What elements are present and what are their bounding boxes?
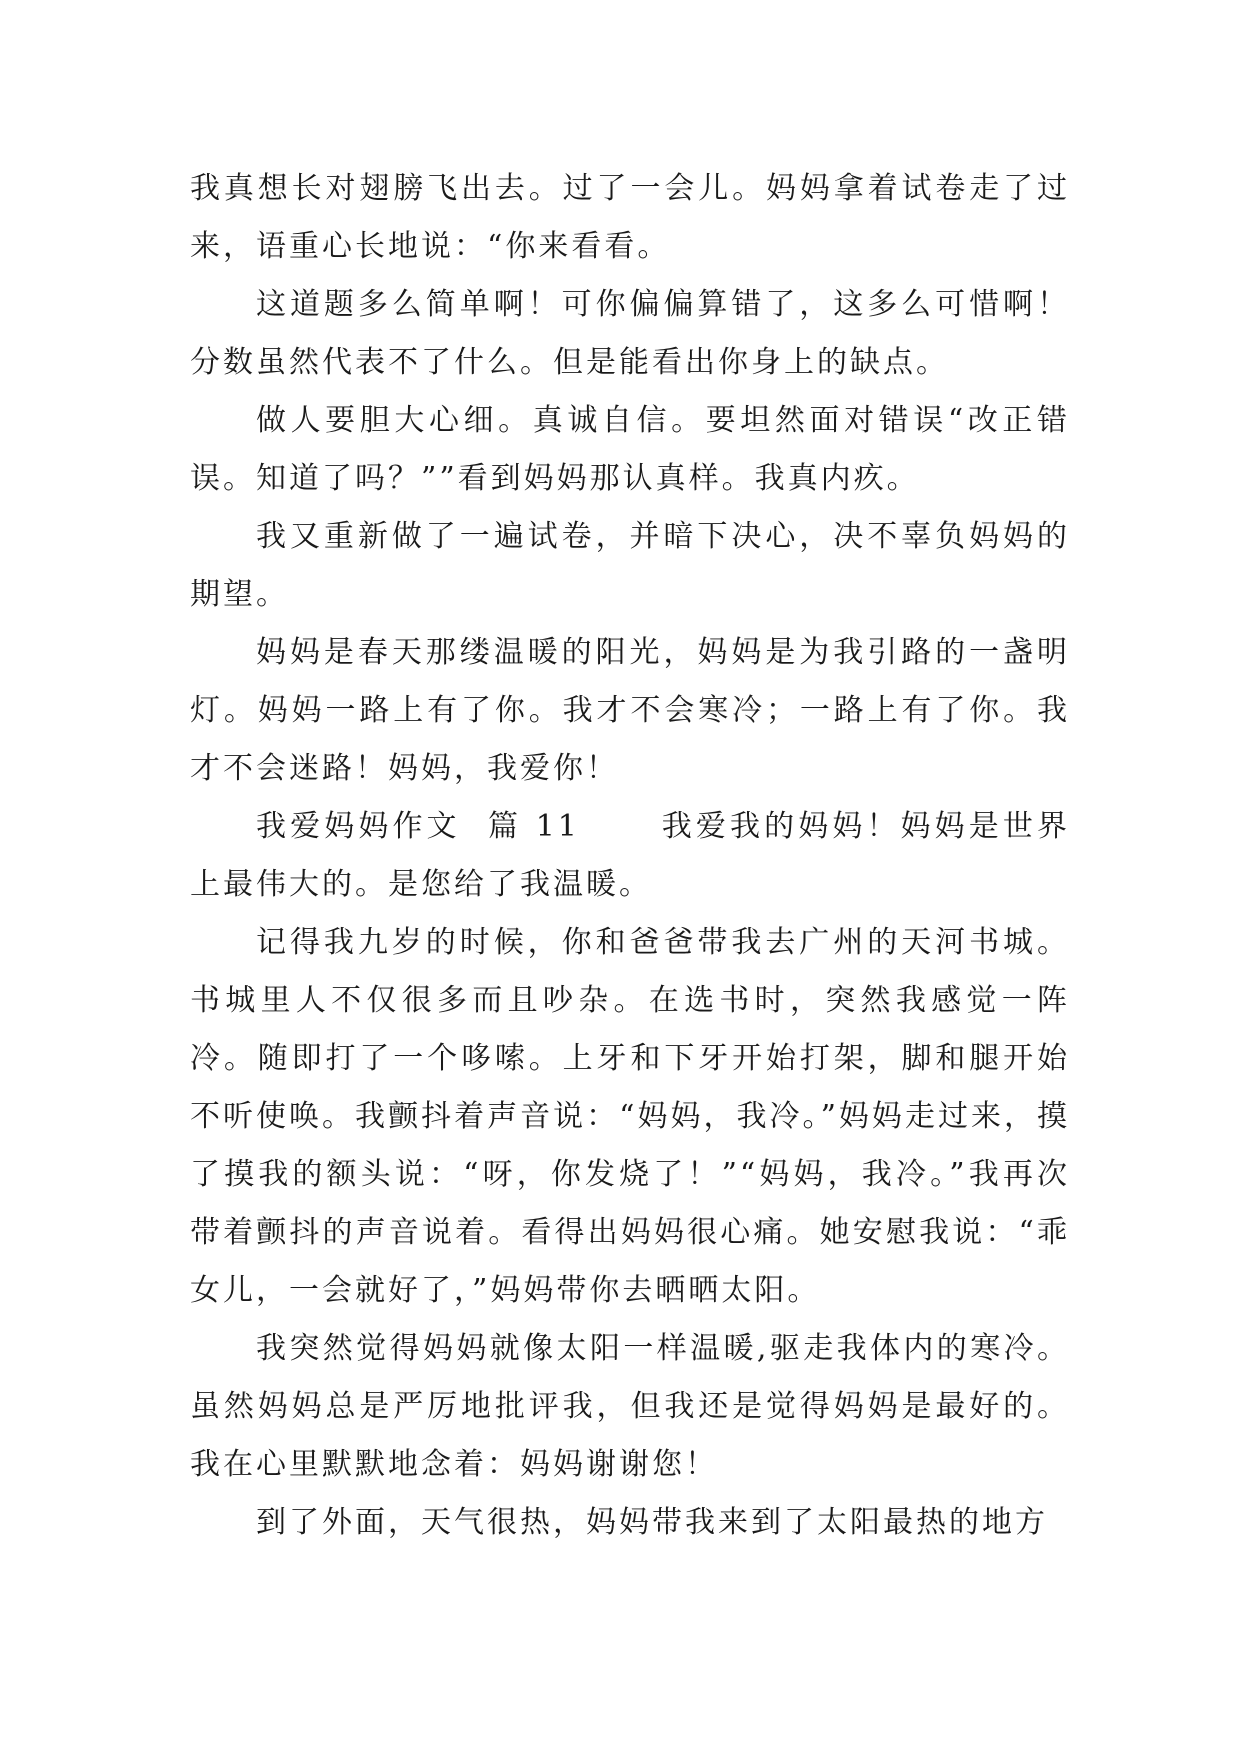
paragraph-9: 到了外面，天气很热，妈妈带我来到了太阳最热的地方 (256, 1505, 1048, 1540)
paragraph-6-heading: 我爱妈妈作文 篇 11 我爱我的妈妈！妈妈是世界上最伟大的。是您给了我温暖。 (190, 809, 1070, 902)
paragraph-1: 我真想长对翅膀飞出去。过了一会儿。妈妈拿着试卷走了过来，语重心长地说：“你来看看。 (190, 171, 1070, 264)
paragraph-5: 妈妈是春天那缕温暖的阳光，妈妈是为我引路的一盏明灯。妈妈一路上有了你。我才不会寒冷；一路上有了你。我才不会迷路！妈妈，我爱你！ (190, 635, 1070, 786)
paragraph-3: 做人要胆大心细。真诚自信。要坦然面对错误“改正错误。知道了吗？””看到妈妈那认真样。我真内疚。 (190, 403, 1070, 496)
paragraph-2: 这道题多么简单啊！可你偏偏算错了，这多么可惜啊！分数虽然代表不了什么。但是能看出你身上的缺点。 (190, 287, 1070, 380)
paragraph-7: 记得我九岁的时候，你和爸爸带我去广州的天河书城。书城里人不仅很多而且吵杂。在选书时，突然我感觉一阵冷。随即打了一个哆嗦。上牙和下牙开始打架，脚和腿开始不听使唤。我颤抖着声音说：“妈妈，我冷。”妈妈走过来，摸了摸我的额头说：“呀，你发烧了！”“妈妈，我冷。”我再次带着颤抖的声音说着。看得出妈妈很心痛。她安慰我说：“乖女儿，一会就好了，”妈妈带你去晒晒太阳。 (190, 925, 1070, 1308)
paragraph-4: 我又重新做了一遍试卷，并暗下决心，决不辜负妈妈的期望。 (190, 519, 1070, 612)
paragraph-8: 我突然觉得妈妈就像太阳一样温暖,驱走我体内的寒冷。虽然妈妈总是严厉地批评我，但我还是觉得妈妈是最好的。我在心里默默地念着：妈妈谢谢您！ (190, 1331, 1070, 1482)
document-body (190, 160, 1070, 1552)
